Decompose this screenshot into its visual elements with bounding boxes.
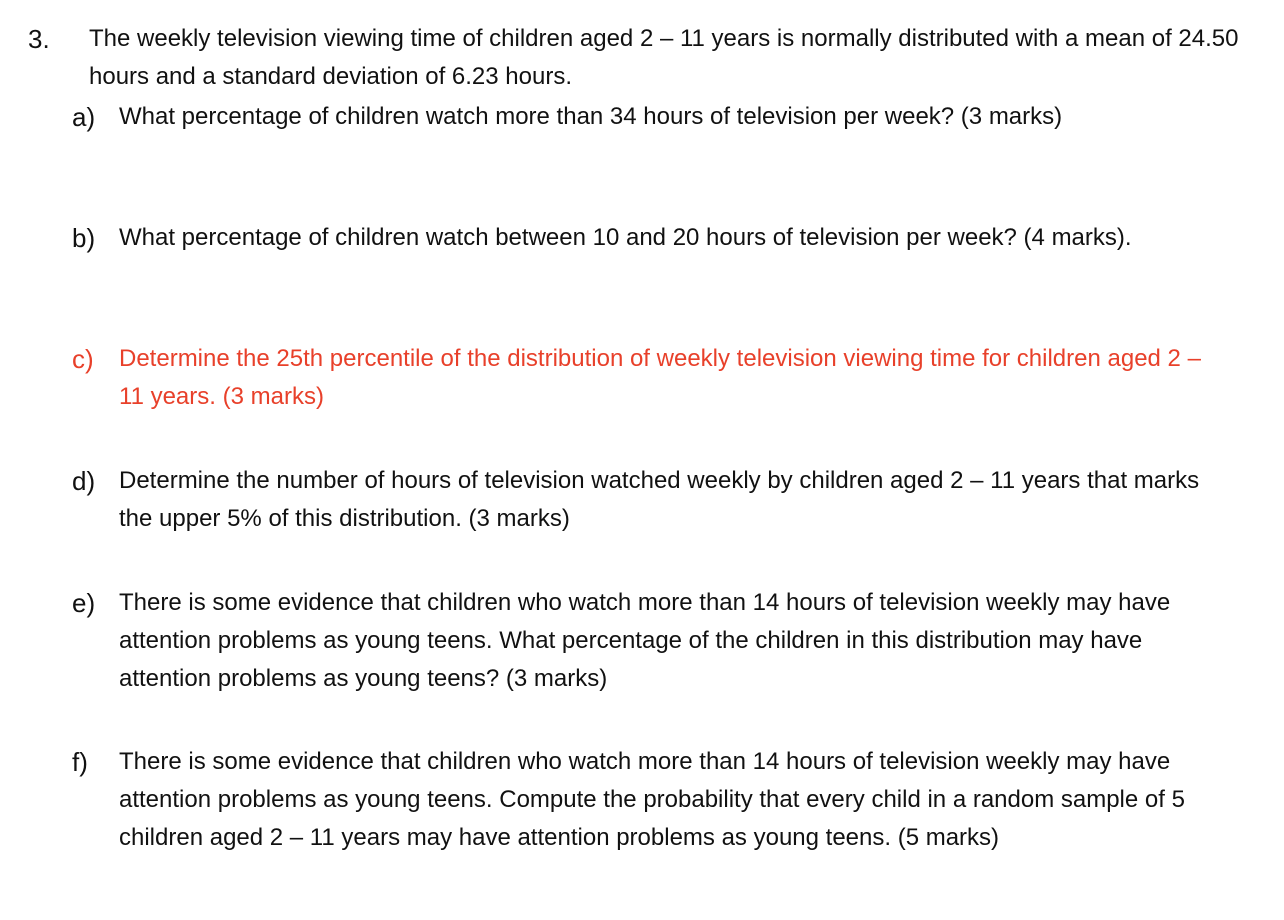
part-b-label: b) — [72, 223, 96, 253]
part-a-label: a) — [72, 102, 96, 132]
part-f-label: f) — [72, 747, 88, 777]
part-d-text: Determine the number of hours of television watched weekly by children aged 2 – 11 years that marks the upper 5% of this distribution. (3 marks) — [119, 467, 1200, 532]
part-e-label: e) — [72, 588, 96, 618]
part-e-text: There is some evidence that children who watch more than 14 hours of television weekly may have attention problems as young teens. What percentage of the children in this distribution may have attention problems as young teens? (3 marks) — [119, 589, 1171, 692]
part-a-text: What percentage of children watch more than 34 hours of television per week? (3 marks) — [119, 103, 1063, 130]
question-stem: The weekly television viewing time of children aged 2 – 11 years is normally distributed with a mean of 24.50 hours and a standard deviation of 6.23 hours. — [89, 25, 1239, 90]
part-f-text: There is some evidence that children who watch more than 14 hours of television weekly may have attention problems as young teens. Compute the probability that every child in a random sample of 5 children aged 2 – 11 years may have attention problems as young teens. (5 marks) — [119, 748, 1185, 851]
question-number: 3. — [28, 24, 50, 54]
part-b-text: What percentage of children watch between 10 and 20 hours of television per week? (4 marks). — [119, 224, 1132, 251]
part-c-label: c) — [72, 344, 94, 374]
part-d-label: d) — [72, 466, 96, 496]
part-c-text: Determine the 25th percentile of the distribution of weekly television viewing time for children aged 2 – 11 years. (3 marks) — [119, 345, 1201, 410]
